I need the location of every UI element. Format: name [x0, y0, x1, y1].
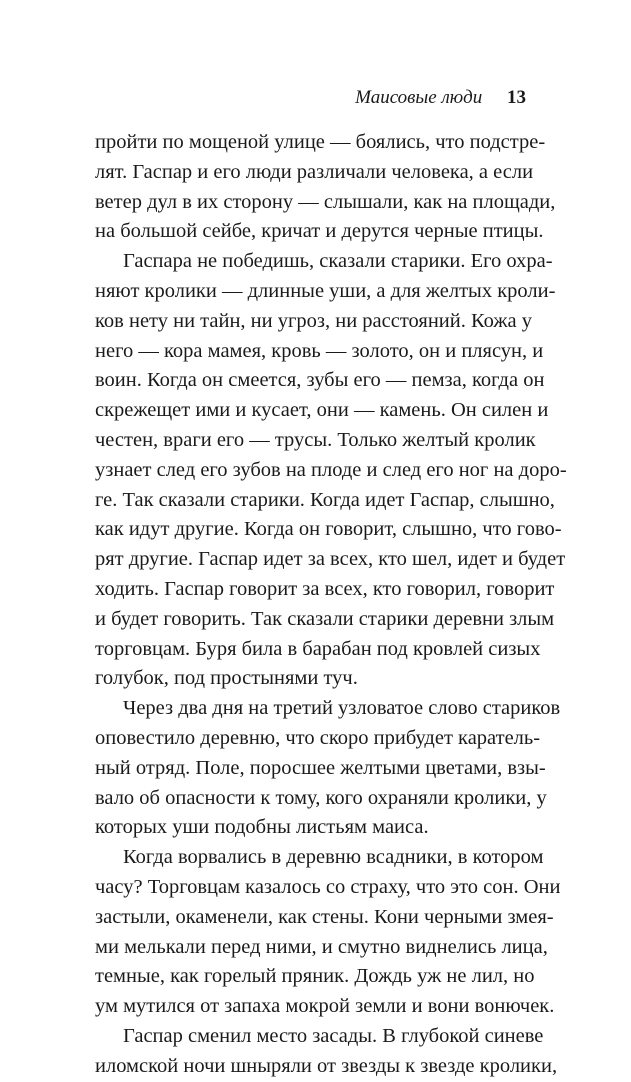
- text-line: пройти по мощеной улице — боялись, что подстре-: [95, 131, 546, 153]
- text-line: узнает след его зубов на плоде и след его ног на доро-: [95, 458, 567, 481]
- text-line: скрежещет ими и кусает, они — камень. Он силен и: [95, 399, 549, 422]
- paragraph-first-line: Через два дня на третий узловатое слово стариков: [123, 697, 561, 720]
- text-line: ге. Так сказали старики. Когда идет Гаспар, слышно,: [95, 488, 555, 511]
- text-line: торговцам. Буря била в барабан под кровлей сизых: [95, 637, 541, 660]
- text-line: на большой сейбе, кричат и дерутся черные птицы.: [95, 220, 544, 243]
- text-line: часу? Торговцам казалось со страху, что это сон. Они: [95, 875, 561, 898]
- paragraph-first-line: Когда ворвались в деревню всадники, в котором: [123, 846, 544, 869]
- text-line: которых уши подобны листьям маиса.: [95, 816, 429, 839]
- text-line: застыли, окаменели, как стены. Кони черными змея-: [95, 905, 554, 928]
- text-line: ветер дул в их сторону — слышали, как на площади,: [95, 190, 556, 213]
- paragraph-first-line: Гаспар сменил место засады. В глубокой синеве: [123, 1024, 544, 1047]
- text-line: ходить. Гаспар говорит за всех, кто говорил, говорит: [95, 577, 555, 600]
- text-line: иломской ночи шныряли от звезды к звезде кролики,: [95, 1054, 558, 1077]
- text-line: как идут другие. Когда он говорит, слышно, что гово-: [95, 518, 562, 541]
- text-line: голубок, под простынями туч.: [95, 667, 358, 690]
- text-line: ми мелькали перед ними, и смутно виднелись лица,: [95, 935, 548, 958]
- text-line: вало об опасности к тому, кого охраняли кролики, у: [95, 786, 547, 809]
- paragraph-first-line: Гаспара не победишь, сказали старики. Его охра-: [123, 250, 553, 273]
- text-line: ум мутился от запаха мокрой земли и вони вонючек.: [95, 995, 555, 1018]
- text-line: воин. Когда он смеется, зубы его — пемза, когда он: [95, 369, 545, 392]
- text-line: честен, враги его — трусы. Только желтый кролик: [95, 428, 536, 451]
- page-number: 13: [507, 87, 526, 108]
- text-line: темные, как горелый пряник. Дождь уж не лил, но: [95, 965, 535, 988]
- running-head: [95, 84, 526, 112]
- text-line: лят. Гаспар и его люди различали человека, а если: [95, 160, 534, 183]
- text-line: него — кора мамея, кровь — золото, он и плясун, и: [95, 339, 544, 362]
- text-line: ный отряд. Поле, поросшее желтыми цветами, взы-: [95, 756, 546, 779]
- text-line: няют кролики — длинные уши, а для желтых кроли-: [95, 279, 556, 302]
- body-text: [95, 128, 567, 1082]
- running-head-title: Маисовые люди: [355, 87, 483, 108]
- text-line: ков нету ни тайн, ни угроз, ни расстояний. Кожа у: [95, 309, 533, 332]
- text-line: рят другие. Гаспар идет за всех, кто шел, идет и будет: [95, 548, 566, 571]
- text-line: оповестило деревню, что скоро прибудет каратель-: [95, 726, 541, 749]
- text-line: и будет говорить. Так сказали старики деревни злым: [95, 607, 555, 630]
